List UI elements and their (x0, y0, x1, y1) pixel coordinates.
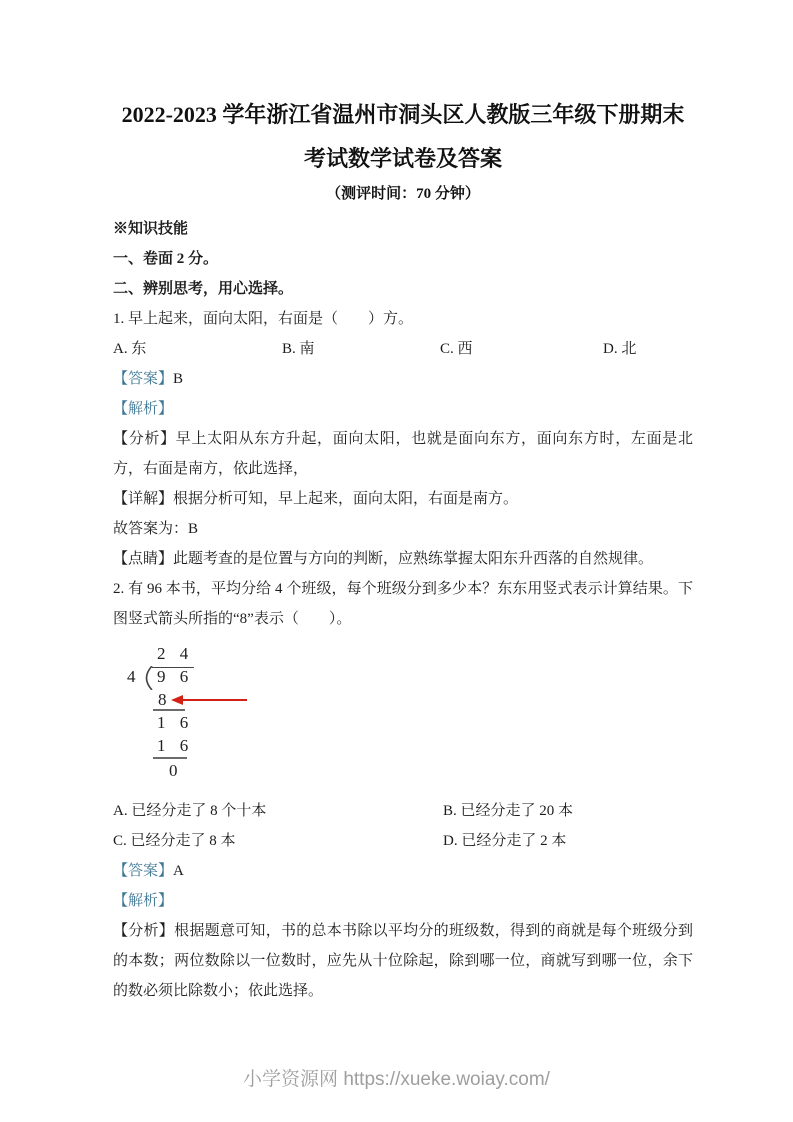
question-2-text: 2. 有 96 本书，平均分给 4 个班级，每个班级分到多少本？东东用竖式表示计算结果。下图竖式箭头所指的“8”表示（ ）。 (113, 581, 693, 627)
page-title (113, 93, 693, 181)
answer-label: 【答案】 (113, 863, 174, 879)
title-line-1: 2022-2023 学年浙江省温州市洞头区人教版三年级下册期末 (121, 102, 685, 127)
exam-body (113, 214, 693, 1006)
q1-option-d: D. 北 (603, 341, 637, 357)
q2-option-a: A. 已经分走了 8 个十本 (113, 803, 267, 819)
q2-option-b: B. 已经分走了 20 本 (443, 803, 574, 819)
question-2-options-row2 (113, 826, 693, 856)
q2-analysis-label-line (113, 886, 693, 916)
division-remainder: 0 (169, 761, 183, 780)
division-quotient: 2 4 (157, 644, 194, 663)
q1-answer-value: B (173, 371, 184, 387)
analysis-label: 【解析】 (113, 893, 174, 909)
q2-option-d: D. 已经分走了 2 本 (443, 833, 567, 849)
exam-duration: （测评时间：70 分钟） (326, 186, 480, 202)
division-line-2 (153, 757, 187, 759)
title-line-2: 考试数学试卷及答案 (303, 146, 502, 171)
division-bracket (137, 666, 153, 690)
answer-label: 【答案】 (113, 371, 174, 387)
q1-analysis-paragraph: 【分析】早上太阳从东方升起，面向太阳，也就是面向东方，面向东方时，左面是北方，右面是南方，依此选择， (113, 431, 693, 477)
q1-analysis-label-line (113, 394, 693, 424)
section-part2: 二、辨别思考，用心选择。 (113, 281, 294, 297)
q1-option-a: A. 东 (113, 341, 147, 357)
division-bringdown: 1 6 (157, 713, 194, 732)
division-line-1 (153, 709, 185, 711)
q1-detail-paragraph: 【详解】根据分析可知，早上起来，面向太阳，右面是南方。 (113, 491, 519, 507)
q1-conclusion: 故答案为：B (113, 521, 199, 537)
division-divisor: 4 (127, 667, 141, 686)
q2-answer-value: A (173, 863, 184, 879)
q2-option-c: C. 已经分走了 8 本 (113, 833, 236, 849)
q1-answer-line (113, 364, 693, 394)
red-arrow-icon (173, 699, 247, 701)
site-credit-footer: 小学资源网 https://xueke.woiay.com/ (243, 1069, 550, 1090)
division-step2: 1 6 (157, 736, 194, 755)
division-step1: 8 (158, 690, 172, 709)
q2-answer-line (113, 856, 693, 886)
analysis-label: 【解析】 (113, 401, 174, 417)
q1-note-paragraph: 【点睛】此题考查的是位置与方向的判断，应熟练掌握太阳东升西落的自然规律。 (113, 551, 654, 567)
division-dividend: 9 6 (157, 667, 194, 686)
section-knowledge-skill: ※知识技能 (113, 221, 189, 237)
question-1-options (113, 334, 693, 364)
long-division-diagram (125, 642, 395, 792)
q1-option-c: C. 西 (440, 341, 473, 357)
q1-option-b: B. 南 (282, 341, 315, 357)
section-part1: 一、卷面 2 分。 (113, 251, 219, 267)
q2-analysis-paragraph: 【分析】根据题意可知，书的总本书除以平均分的班级数，得到的商就是每个班级分到的本数；两位数除以一位数时，应先从十位除起，除到哪一位，商就写到哪一位，余下的数必须比除数小；依此选择。 (113, 923, 693, 999)
question-1-text: 1. 早上起来，面向太阳，右面是（ ）方。 (113, 311, 414, 327)
question-2-options-row1 (113, 796, 693, 826)
